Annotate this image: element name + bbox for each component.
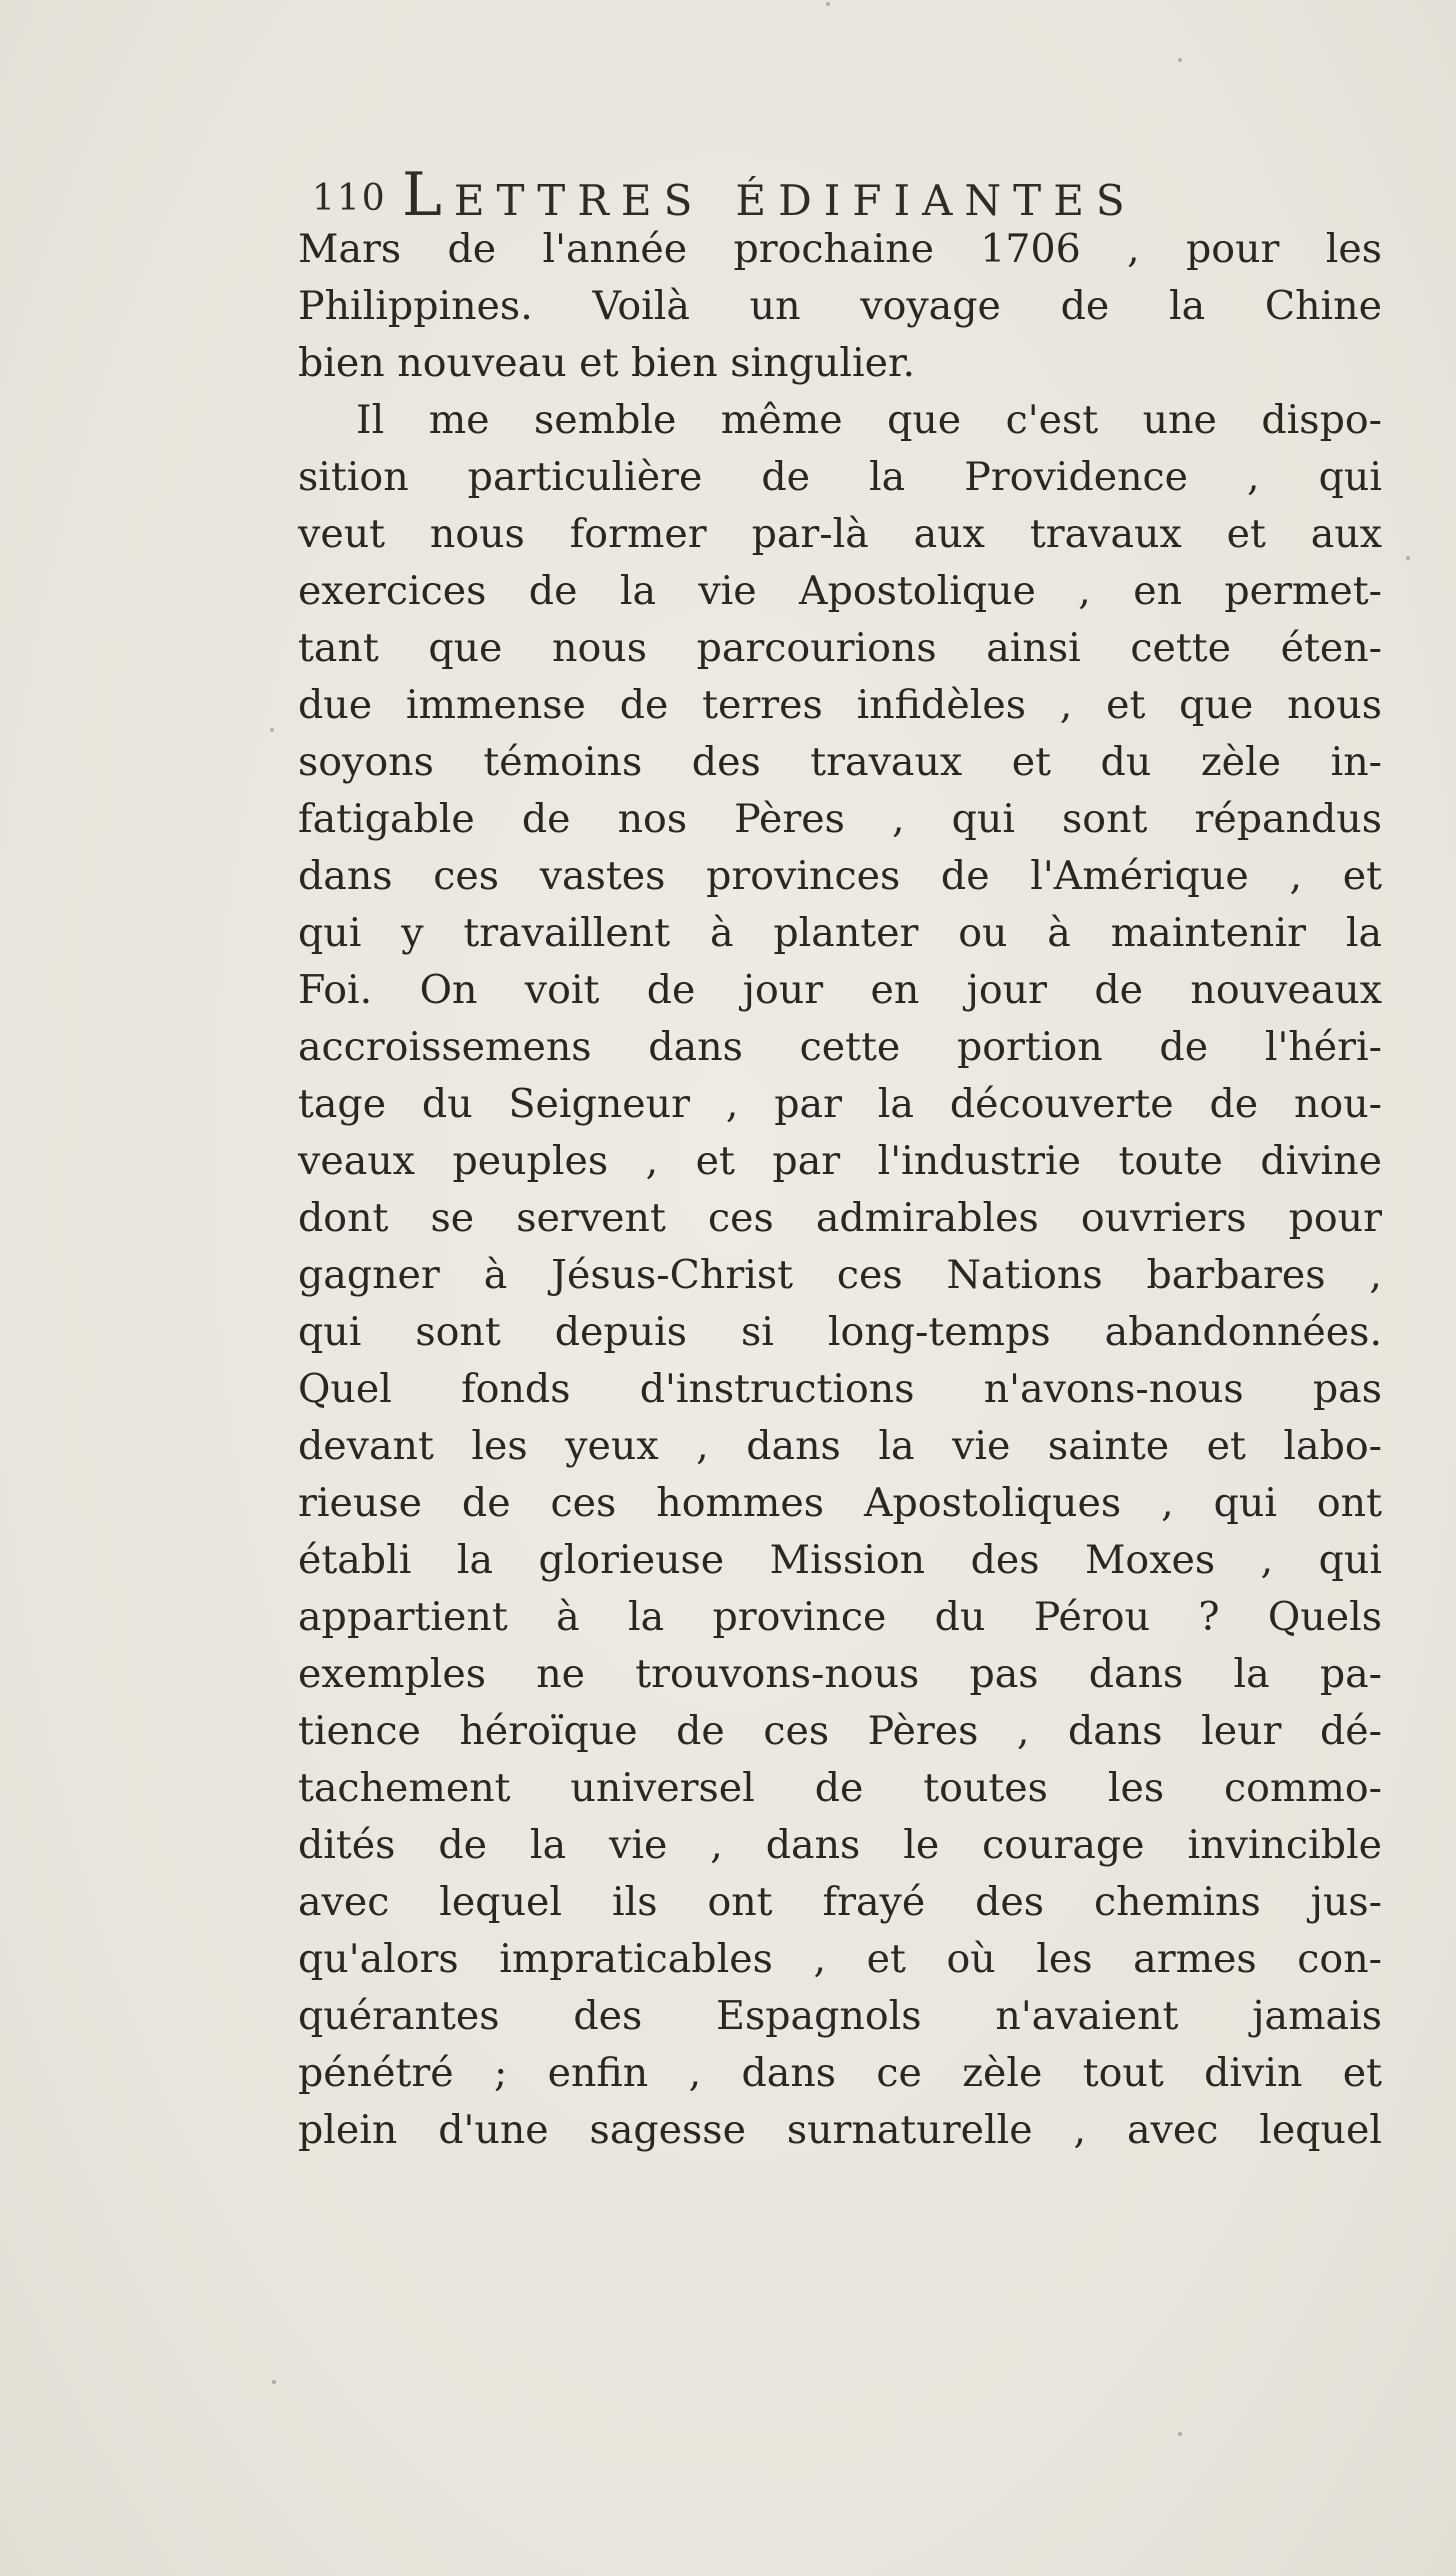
text-line: établi la glorieuse Mission des Moxes , qui <box>298 1537 1382 1583</box>
text-line: qu'alors impraticables , et où les armes con- <box>298 1936 1382 1982</box>
text-line: tience héroïque de ces Pères , dans leur dé- <box>298 1708 1382 1754</box>
text-line: Foi. On voit de jour en jour de nouveaux <box>298 967 1382 1013</box>
text-line: dont se servent ces admirables ouvriers pour <box>298 1195 1382 1241</box>
text-line: Philippines. Voilà un voyage de la Chine <box>298 283 1382 329</box>
text-line: dans ces vastes provinces de l'Amérique , et <box>298 853 1382 899</box>
text-line: gagner à Jésus-Christ ces Nations barbares , <box>298 1252 1382 1298</box>
text-line: sition particulière de la Providence , qui <box>298 454 1382 500</box>
text-line: fatigable de nos Pères , qui sont répandus <box>298 796 1382 842</box>
text-line: tage du Seigneur , par la découverte de nou- <box>298 1081 1382 1127</box>
text-line: exemples ne trouvons-nous pas dans la pa- <box>298 1651 1382 1697</box>
ink-speck <box>1178 58 1182 62</box>
ink-speck <box>1178 2432 1182 2436</box>
text-line: due immense de terres infidèles , et que nous <box>298 682 1382 728</box>
ink-speck <box>1406 556 1410 560</box>
text-line: exercices de la vie Apostolique , en permet- <box>298 568 1382 614</box>
text-line: tachement universel de toutes les commo- <box>298 1765 1382 1811</box>
text-line: qui y travaillent à planter ou à maintenir la <box>298 910 1382 956</box>
text-line: Mars de l'année prochaine 1706 , pour les <box>298 226 1382 272</box>
text-line: accroissemens dans cette portion de l'héri- <box>298 1024 1382 1070</box>
page-number: 110 <box>312 178 387 219</box>
text-line: bien nouveau et bien singulier. <box>298 340 916 386</box>
text-line: dités de la vie , dans le courage invincible <box>298 1822 1382 1868</box>
ink-speck <box>272 2380 276 2384</box>
text-line: Quel fonds d'instructions n'avons-nous pas <box>298 1366 1382 1412</box>
text-line: veut nous former par-là aux travaux et aux <box>298 511 1382 557</box>
body-text <box>298 221 1382 2159</box>
text-line: devant les yeux , dans la vie sainte et labo- <box>298 1423 1382 1469</box>
text-line: soyons témoins des travaux et du zèle in- <box>298 739 1382 785</box>
text-line: Il me semble même que c'est une dispo- <box>356 397 1382 443</box>
ink-speck <box>826 2 830 6</box>
text-line: quérantes des Espagnols n'avaient jamais <box>298 1993 1382 2039</box>
text-line: qui sont depuis si long-temps abandonnées. <box>298 1309 1382 1355</box>
text-line: pénétré ; enfin , dans ce zèle tout divin et <box>298 2050 1382 2096</box>
page-header <box>312 160 1412 230</box>
text-line: plein d'une sagesse surnaturelle , avec lequel <box>298 2107 1382 2153</box>
text-line: tant que nous parcourions ainsi cette éten- <box>298 625 1382 671</box>
ink-speck <box>270 728 274 732</box>
text-line: avec lequel ils ont frayé des chemins jus- <box>298 1879 1382 1925</box>
text-line: rieuse de ces hommes Apostoliques , qui ont <box>298 1480 1382 1526</box>
running-head: Lettres édifiantes <box>402 160 1137 230</box>
text-line: appartient à la province du Pérou ? Quels <box>298 1594 1382 1640</box>
text-line: veaux peuples , et par l'industrie toute divine <box>298 1138 1382 1184</box>
